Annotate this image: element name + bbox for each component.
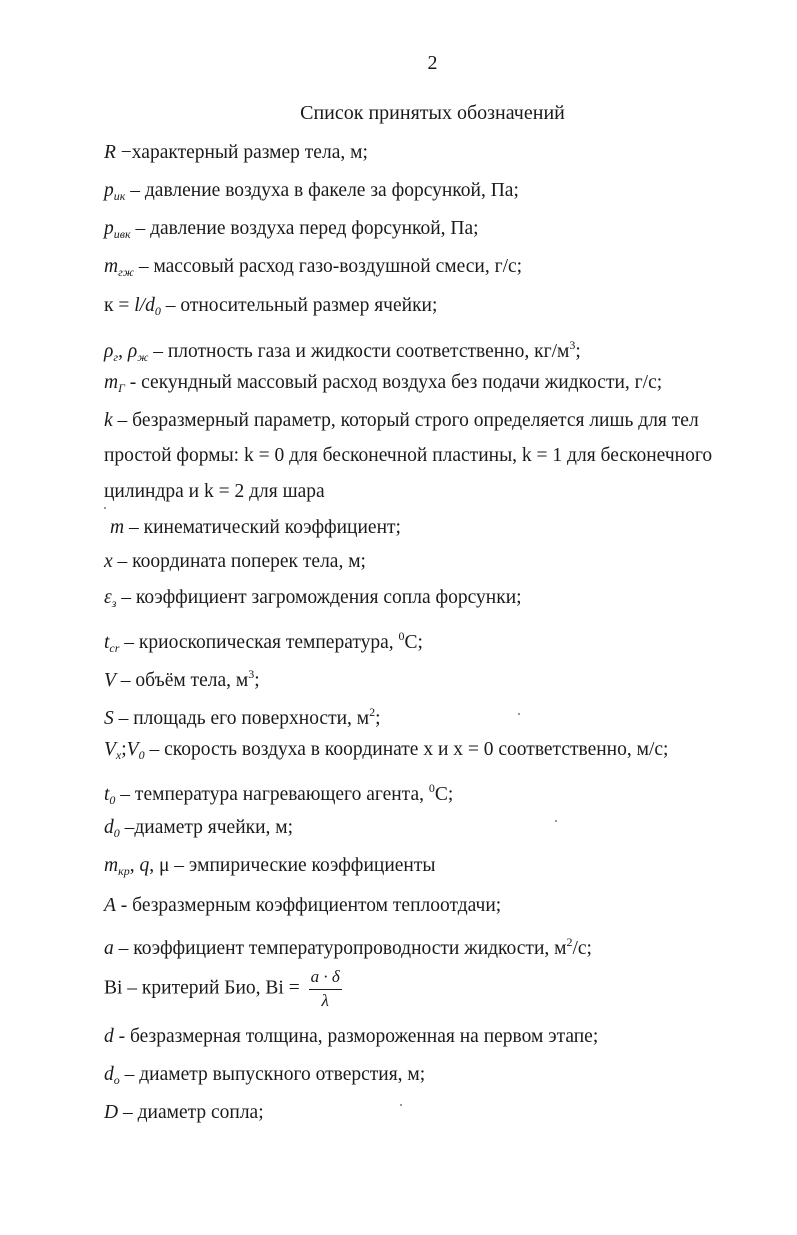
description-tail: ; [575, 341, 581, 362]
biot-formula [309, 966, 342, 1012]
unit-superscript: 3 [569, 338, 576, 352]
symbol-description: – диаметр сопла; [118, 1102, 264, 1123]
symbol-description: – координата поперек тела, м; [112, 551, 366, 572]
symbol-subscript: Г [118, 381, 125, 395]
symbol-description: – кинематический коэффициент; [124, 517, 401, 538]
symbol-subscript: 0 [113, 826, 120, 840]
symbol-subscript: о [113, 1073, 120, 1087]
description-tail: /с; [572, 938, 592, 959]
symbol-description: – коэффициент загромождения сопла форсунки; [116, 587, 522, 608]
symbol-entry [104, 550, 366, 574]
symbol-entry [104, 816, 293, 845]
symbol-description: – относительный размер ячейки; [160, 295, 438, 316]
symbol: x [104, 551, 113, 572]
symbol-second: V [126, 739, 139, 760]
symbol: l/d [134, 295, 155, 316]
scan-speck [518, 713, 520, 715]
symbol-entry [104, 624, 423, 660]
continuation-line: цилиндра и k = 2 для шара [104, 481, 325, 502]
symbol: d [104, 817, 114, 838]
unit-superscript: 3 [248, 667, 255, 681]
symbol-description: - безразмерным коэффициентом теплоотдачи; [115, 895, 502, 916]
symbol-description: - безразмерная толщина, размороженная на первом этапе; [113, 1026, 599, 1047]
symbol-entry [104, 1101, 264, 1125]
formula-denominator: λ [321, 991, 329, 1010]
symbol-entry [104, 1063, 425, 1092]
symbol-entry [104, 586, 522, 615]
symbol-entry [104, 333, 581, 369]
symbol-description: Bi – критерий Био, Bi = [104, 977, 305, 999]
unit-superscript: 2 [369, 705, 376, 719]
symbol-separator: ; [121, 739, 127, 760]
symbol: S [104, 708, 114, 729]
description-tail: С; [404, 632, 423, 653]
symbol: m [110, 517, 125, 538]
symbol: R [104, 142, 116, 163]
description-tail: ; [254, 670, 260, 691]
scan-speck [104, 507, 106, 509]
symbol-second-subscript: 0 [138, 748, 145, 762]
symbol-description: – плотность газа и жидкости соответственно, кг/м [148, 341, 570, 362]
symbol-entry [104, 738, 668, 767]
symbol-entry [104, 255, 522, 284]
symbol: ε [104, 587, 112, 608]
symbol-second-subscript: ж [137, 350, 149, 364]
symbol: t [104, 784, 110, 805]
symbol-entry [104, 776, 453, 812]
symbol-description: – криоскопическая температура, [119, 632, 399, 653]
symbol-subscript: гж [118, 265, 134, 279]
symbol: t [104, 632, 110, 653]
symbol-description: – давление воздуха в факеле за форсункой, Па; [125, 180, 519, 201]
scan-speck [555, 820, 557, 822]
symbol: V [104, 739, 116, 760]
symbol-description: – давление воздуха перед форсункой, Па; [130, 218, 479, 239]
symbol-entry [104, 179, 519, 208]
symbol-entry [104, 894, 501, 918]
scan-speck [400, 1104, 402, 1106]
symbol-subscript: x [115, 748, 122, 762]
symbol-subscript: кр [118, 864, 130, 878]
symbol-description: – диаметр выпускного отверстия, м; [119, 1064, 426, 1085]
unit-superscript: 0 [428, 781, 435, 795]
symbol-description: – площадь его поверхности, м [113, 708, 370, 729]
symbol-subscript: з [111, 596, 117, 610]
symbol-entry [104, 516, 401, 540]
description-tail: ; [375, 708, 381, 729]
symbol-separator: , [129, 855, 140, 876]
symbol-entry [104, 409, 699, 433]
symbol-description: – объём тела, м [115, 670, 249, 691]
formula-numerator: a · δ [309, 966, 342, 990]
symbol-description: - секундный массовый расход воздуха без подачи жидкости, г/с; [124, 372, 663, 393]
symbol: k [104, 410, 113, 431]
page-number: 2 [427, 52, 438, 74]
unit-superscript: 2 [566, 935, 573, 949]
symbol: p [104, 218, 114, 239]
symbol-subscript: cr [109, 641, 120, 655]
symbol: ρ [104, 341, 114, 362]
symbol-subscript: г [113, 350, 119, 364]
symbol: m [104, 372, 119, 393]
symbol-entry [104, 371, 662, 400]
symbol-entry [104, 662, 260, 693]
symbol-prefix: к = [104, 295, 135, 316]
description-tail: С; [434, 784, 454, 805]
symbol: m [104, 855, 119, 876]
symbol: D [104, 1102, 119, 1123]
symbol-entry [104, 294, 437, 323]
symbol: a [104, 938, 114, 959]
symbol-second: q [139, 855, 150, 876]
symbol: p [104, 180, 114, 201]
symbol-subscript: ик [113, 189, 126, 203]
symbol-entry [104, 1025, 598, 1049]
symbol-description: – коэффициент температуропроводности жидкости, м [113, 938, 567, 959]
symbol-description: – скорость воздуха в координате x и x = 0 соответственно, м/с; [144, 739, 669, 760]
symbol-description: −характерный размер тела, м; [115, 142, 368, 163]
symbol-subscript: 0 [154, 304, 161, 318]
symbol-entry [104, 700, 381, 731]
symbol-subscript: ивк [113, 227, 131, 241]
symbol: A [104, 895, 116, 916]
continuation-line: простой формы: k = 0 для бесконечной пластины, k = 1 для бесконечного [104, 445, 713, 466]
unit-superscript: 0 [398, 629, 405, 643]
symbol-description: – массовый расход газо-воздушной смеси, г/с; [133, 256, 523, 277]
symbol-description: – температура нагревающего агента, [115, 784, 429, 805]
symbol-description: –диаметр ячейки, м; [119, 817, 294, 838]
symbol-entry [104, 854, 435, 883]
symbol: d [104, 1026, 114, 1047]
symbol: V [104, 670, 116, 691]
symbol-entry [104, 141, 368, 165]
symbol-entry [104, 966, 342, 1012]
symbol-description: – безразмерный параметр, который строго определяется лишь для тел [112, 410, 699, 431]
symbol-entry [104, 930, 592, 961]
symbol: d [104, 1064, 114, 1085]
symbol-separator: , [118, 341, 128, 362]
symbol-entry [104, 217, 479, 246]
page-title: Список принятых обозначений [300, 102, 565, 124]
symbol-subscript: 0 [109, 793, 116, 807]
symbol: m [104, 256, 119, 277]
symbol-description: , μ – эмпирические коэффициенты [149, 855, 436, 876]
symbol-second: ρ [127, 341, 138, 362]
